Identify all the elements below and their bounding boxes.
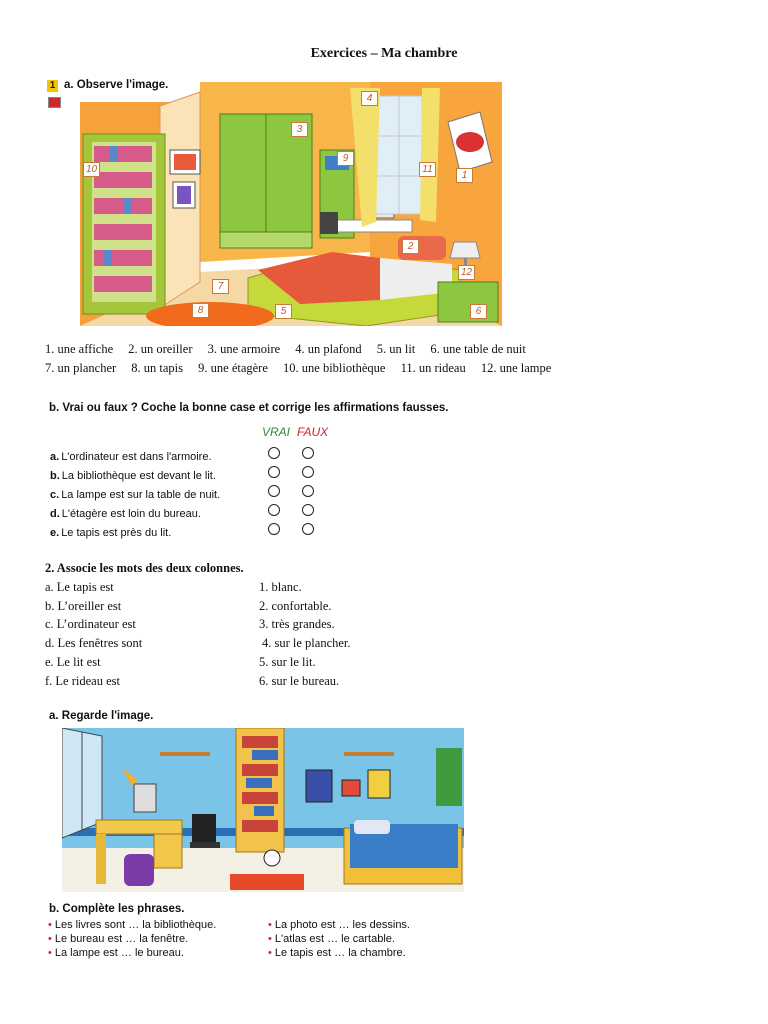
image-label-10: 10: [83, 162, 100, 177]
image-label-9: 9: [337, 151, 354, 166]
left-item: d. Les fenêtres sont: [45, 636, 143, 651]
image-label-8: 8: [192, 303, 209, 318]
vocab-item: 12. une lampe: [480, 361, 552, 375]
right-item: 3. très grandes.: [259, 617, 335, 632]
bullet-icon: •: [268, 947, 272, 959]
bullet-icon: •: [48, 919, 52, 931]
vocab-item: 7. un plancher: [45, 361, 117, 375]
image-label-3: 3: [291, 122, 308, 137]
faux-heading: FAUX: [297, 425, 329, 439]
bullet-item: • Le tapis est … la chambre.: [268, 947, 406, 959]
vocab-line-1: [45, 342, 538, 357]
exercise-1b-instruction: b. Vrai ou faux ? Coche la bonne case et corrige les affirmations fausses.: [49, 402, 449, 414]
vocab-item: 9. une étagère: [198, 361, 268, 375]
image-label-1: 1: [456, 168, 473, 183]
left-item: b. L’oreiller est: [45, 598, 122, 613]
second-bedroom-illustration: [62, 728, 464, 892]
faux-checkbox-a[interactable]: [302, 447, 314, 459]
vocab-item: 8. un tapis: [131, 361, 184, 375]
right-item: 6. sur le bureau.: [259, 673, 340, 688]
faux-checkbox-b[interactable]: [302, 466, 314, 478]
exercise-3b-instruction: b. Complète les phrases.: [49, 903, 185, 915]
exercise-2-instruction: 2. Associe les mots des deux colonnes.: [45, 561, 244, 575]
vocab-item: 4. un plafond: [295, 342, 362, 356]
statement-b: b. La bibliothèque est devant le lit.: [50, 470, 216, 482]
vocab-item: 11. un rideau: [400, 361, 466, 375]
vrai-checkbox-a[interactable]: [268, 447, 280, 459]
left-item: e. Le lit est: [45, 654, 101, 669]
left-item: a. Le tapis est: [45, 580, 114, 594]
image-label-6: 6: [470, 304, 487, 319]
bullet-icon: •: [48, 947, 52, 959]
left-column: [45, 578, 142, 690]
right-item: 1. blanc.: [259, 580, 302, 594]
statement-c: c. La lampe est sur la table de nuit.: [50, 489, 221, 501]
bullet-list-right: [268, 918, 410, 960]
vrai-checkbox-b[interactable]: [268, 466, 280, 478]
right-item: 4. sur le plancher.: [262, 636, 351, 651]
left-item: c. L’ordinateur est: [45, 617, 136, 632]
right-item: 2. confortable.: [259, 598, 332, 613]
bullet-icon: •: [268, 919, 272, 931]
bullet-list-left: [48, 918, 216, 960]
bullet-item: • Le bureau est … la fenêtre.: [48, 933, 189, 945]
right-item: 5. sur le lit.: [259, 654, 316, 669]
vrai-checkbox-d[interactable]: [268, 504, 280, 516]
vocab-item: 3. une armoire: [207, 342, 281, 356]
vrai-checkbox-e[interactable]: [268, 523, 280, 535]
vocab-item: 2. un oreiller: [128, 342, 193, 356]
bullet-item: • Les livres sont … la bibliothèque.: [48, 919, 217, 931]
bedroom-illustration: [80, 82, 502, 326]
vocab-item: 5. un lit: [376, 342, 416, 356]
exercise-number-badge: 1: [47, 80, 58, 92]
faux-checkbox-d[interactable]: [302, 504, 314, 516]
faux-checkbox-e[interactable]: [302, 523, 314, 535]
statement-a: a. L'ordinateur est dans l'armoire.: [50, 451, 212, 463]
page-title: Exercices – Ma chambre: [310, 46, 458, 61]
image-label-5: 5: [275, 304, 292, 319]
bullet-icon: •: [48, 933, 52, 945]
image-label-11: 11: [419, 162, 436, 177]
image-label-7: 7: [212, 279, 229, 294]
left-item: f. Le rideau est: [45, 673, 120, 688]
vrai-heading: VRAI: [262, 425, 291, 439]
vocab-item: 10. une bibliothèque: [283, 361, 386, 375]
bullet-item: • La lampe est … le bureau.: [48, 947, 184, 959]
vocab-line-2: [45, 361, 563, 376]
image-label-2: 2: [402, 239, 419, 254]
exercise-3a-instruction: a. Regarde l'image.: [49, 710, 154, 722]
vocab-item: 6. une table de nuit: [430, 342, 526, 356]
bullet-item: • L'atlas est … le cartable.: [268, 933, 395, 945]
statement-e: e. Le tapis est près du lit.: [50, 527, 172, 539]
exercise-1a-instruction: a. Observe l'image.: [64, 79, 169, 91]
vocab-item: 1. une affiche: [45, 342, 114, 356]
image-label-4: 4: [361, 91, 378, 106]
bullet-item: • La photo est … les dessins.: [268, 919, 410, 931]
right-column: [259, 578, 351, 690]
bullet-icon: •: [268, 933, 272, 945]
vrai-checkbox-c[interactable]: [268, 485, 280, 497]
image-label-12: 12: [458, 265, 475, 280]
audio-icon: [48, 97, 61, 108]
statement-d: d. L'étagère est loin du bureau.: [50, 508, 201, 520]
faux-checkbox-c[interactable]: [302, 485, 314, 497]
